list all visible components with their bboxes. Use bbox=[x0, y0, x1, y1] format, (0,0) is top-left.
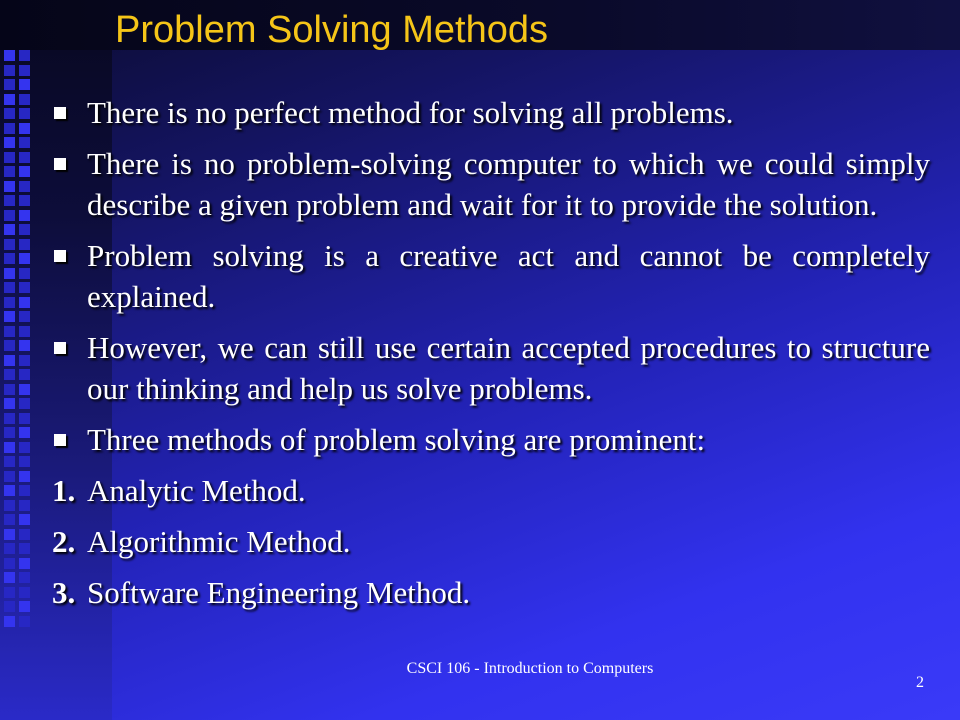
decor-square bbox=[19, 601, 30, 612]
square-bullet-icon bbox=[54, 158, 66, 170]
decor-square bbox=[19, 79, 30, 90]
decor-square bbox=[19, 253, 30, 264]
decor-square bbox=[19, 442, 30, 453]
decor-square bbox=[4, 195, 15, 206]
bullet-item bbox=[52, 92, 930, 133]
decor-square bbox=[4, 543, 15, 554]
decor-square bbox=[4, 79, 15, 90]
decor-square bbox=[4, 384, 15, 395]
decor-square bbox=[4, 152, 15, 163]
decor-square bbox=[19, 355, 30, 366]
decor-square bbox=[4, 137, 15, 148]
decor-square bbox=[4, 297, 15, 308]
bullet-text: There is no problem-solving computer to which we could simply describe a given problem and wait for it to provide the solution. bbox=[87, 146, 930, 222]
decor-square bbox=[19, 413, 30, 424]
decor-square bbox=[19, 65, 30, 76]
method-number: 3. bbox=[52, 575, 76, 610]
decor-square bbox=[4, 340, 15, 351]
square-bullet-icon bbox=[54, 107, 66, 119]
decor-square bbox=[4, 485, 15, 496]
decor-square bbox=[19, 297, 30, 308]
decor-square bbox=[19, 587, 30, 598]
method-number: 1. bbox=[52, 473, 76, 508]
decor-square bbox=[19, 384, 30, 395]
decor-square bbox=[19, 239, 30, 250]
decor-square bbox=[4, 500, 15, 511]
decor-square bbox=[19, 427, 30, 438]
decor-square bbox=[4, 514, 15, 525]
square-bullet-icon bbox=[54, 342, 66, 354]
decor-square bbox=[19, 108, 30, 119]
decor-square bbox=[4, 587, 15, 598]
decor-square bbox=[19, 326, 30, 337]
slide-body bbox=[52, 92, 930, 623]
square-bullet-icon bbox=[54, 434, 66, 446]
decor-square bbox=[19, 340, 30, 351]
decor-square bbox=[4, 427, 15, 438]
method-text: Software Engineering Method. bbox=[87, 575, 471, 610]
decor-square bbox=[19, 195, 30, 206]
decor-square bbox=[19, 282, 30, 293]
decor-square bbox=[4, 326, 15, 337]
decor-square bbox=[19, 456, 30, 467]
slide-title: Problem Solving Methods bbox=[115, 9, 548, 51]
decor-square bbox=[19, 268, 30, 279]
decor-square bbox=[19, 572, 30, 583]
decor-square bbox=[19, 616, 30, 627]
decor-square bbox=[19, 50, 30, 61]
decor-square bbox=[4, 558, 15, 569]
decor-square bbox=[4, 108, 15, 119]
bullet-item bbox=[52, 143, 930, 225]
footer-course-title: CSCI 106 - Introduction to Computers bbox=[406, 660, 654, 677]
bullet-item bbox=[52, 327, 930, 409]
bullet-text: Three methods of problem solving are prominent: bbox=[87, 422, 706, 457]
bullet-item bbox=[52, 419, 930, 460]
decor-square bbox=[19, 369, 30, 380]
method-text: Algorithmic Method. bbox=[87, 524, 351, 559]
decor-square bbox=[19, 398, 30, 409]
decor-square bbox=[4, 616, 15, 627]
method-number: 2. bbox=[52, 524, 76, 559]
decor-square bbox=[4, 166, 15, 177]
decor-square bbox=[4, 224, 15, 235]
decor-square bbox=[19, 94, 30, 105]
decor-square bbox=[19, 311, 30, 322]
decorative-square-grid bbox=[0, 50, 40, 630]
decor-square bbox=[19, 152, 30, 163]
decor-square bbox=[19, 471, 30, 482]
bullet-item bbox=[52, 235, 930, 317]
decor-square bbox=[4, 601, 15, 612]
decor-square bbox=[19, 210, 30, 221]
decor-square bbox=[4, 311, 15, 322]
decor-square bbox=[4, 239, 15, 250]
decor-square bbox=[4, 355, 15, 366]
decor-square bbox=[4, 253, 15, 264]
decor-square bbox=[19, 137, 30, 148]
decor-square bbox=[19, 558, 30, 569]
decor-square bbox=[4, 181, 15, 192]
method-text: Analytic Method. bbox=[87, 473, 306, 508]
decor-square bbox=[19, 123, 30, 134]
decor-square bbox=[4, 123, 15, 134]
decor-square bbox=[19, 166, 30, 177]
square-bullet-icon bbox=[54, 250, 66, 262]
bullet-text: However, we can still use certain accepted procedures to structure our thinking and help us solve problems. bbox=[87, 330, 930, 406]
decor-square bbox=[4, 210, 15, 221]
decor-square bbox=[4, 65, 15, 76]
decor-square bbox=[4, 398, 15, 409]
decor-square bbox=[4, 529, 15, 540]
decor-square bbox=[19, 224, 30, 235]
bullet-text: Problem solving is a creative act and cannot be completely explained. bbox=[87, 238, 930, 314]
decor-square bbox=[4, 442, 15, 453]
method-item bbox=[52, 470, 930, 511]
decor-square bbox=[4, 471, 15, 482]
decor-square bbox=[4, 282, 15, 293]
decor-square bbox=[4, 50, 15, 61]
decor-square bbox=[4, 369, 15, 380]
decor-square bbox=[19, 514, 30, 525]
decor-square bbox=[19, 543, 30, 554]
decor-square bbox=[4, 456, 15, 467]
method-item bbox=[52, 521, 930, 562]
page-number: 2 bbox=[916, 674, 924, 691]
decor-square bbox=[4, 572, 15, 583]
decor-square bbox=[4, 268, 15, 279]
decor-square bbox=[19, 529, 30, 540]
decor-square bbox=[19, 500, 30, 511]
decor-square bbox=[19, 181, 30, 192]
decor-square bbox=[4, 94, 15, 105]
decor-square bbox=[19, 485, 30, 496]
method-item bbox=[52, 572, 930, 613]
decor-square bbox=[4, 413, 15, 424]
bullet-text: There is no perfect method for solving all problems. bbox=[87, 95, 734, 130]
